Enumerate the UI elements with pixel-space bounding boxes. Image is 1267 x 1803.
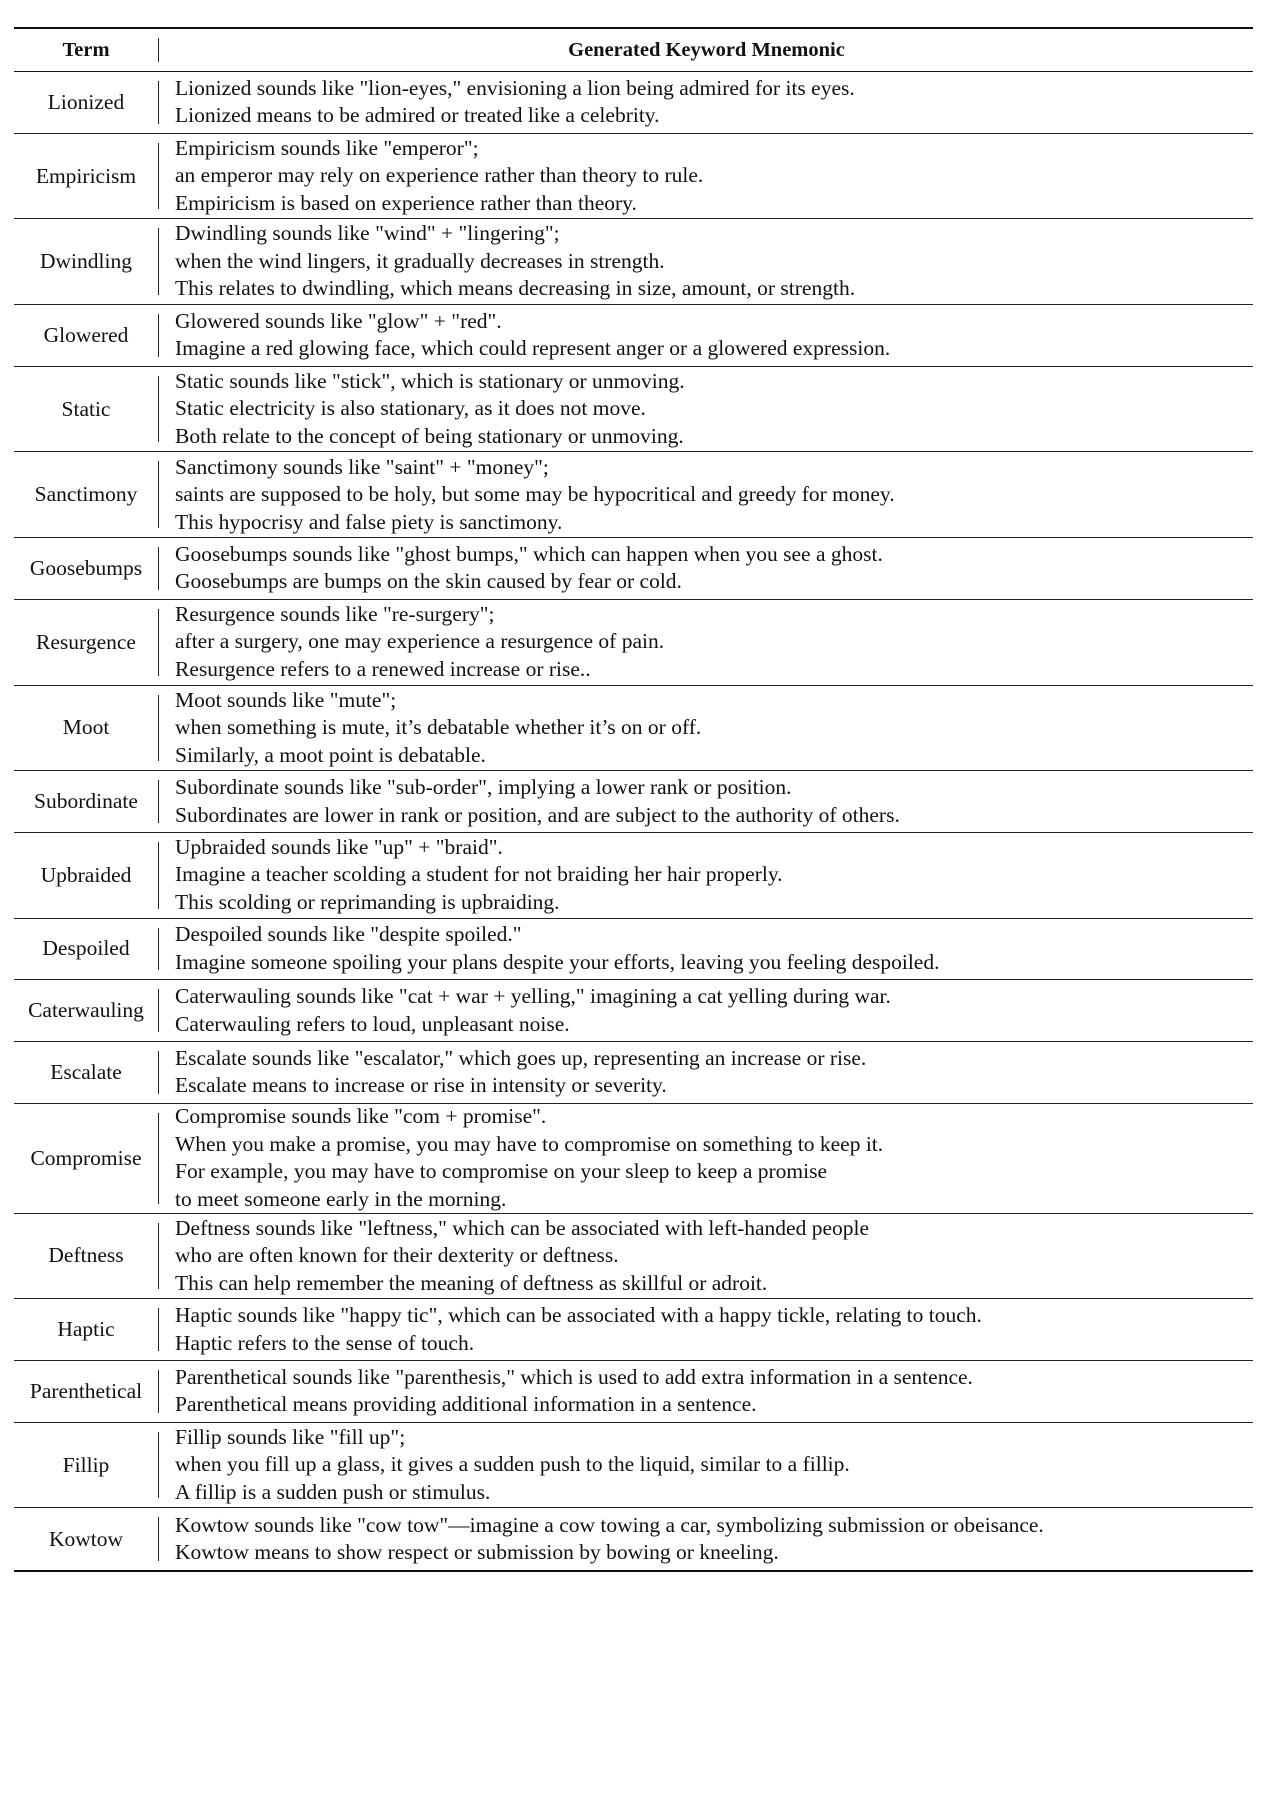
mnemonic-line: to meet someone early in the morning.: [175, 1186, 507, 1211]
column-separator: [158, 367, 160, 452]
mnemonic-line: Empiricism is based on experience rather than theory.: [175, 190, 637, 215]
term-cell: Dwindling: [40, 249, 132, 274]
table-row: [14, 686, 1253, 772]
mnemonic-line: Lionized means to be admired or treated like a celebrity.: [175, 103, 660, 128]
table-row: [14, 219, 1253, 305]
table-row: [14, 1214, 1253, 1300]
table-row: [14, 538, 1253, 600]
mnemonic-line: Imagine a teacher scolding a student for not braiding her hair properly.: [175, 862, 783, 887]
table-row: [14, 1104, 1253, 1214]
column-separator: [158, 1508, 160, 1570]
mnemonic-line: A fillip is a sudden push or stimulus.: [175, 1479, 491, 1504]
column-separator: [158, 1361, 160, 1422]
mnemonic-cell: [160, 600, 1253, 685]
mnemonic-line: Empiricism sounds like "emperor";: [175, 135, 479, 160]
column-separator: [158, 980, 160, 1041]
term-cell: Escalate: [50, 1059, 122, 1084]
table-row: [14, 367, 1253, 453]
table-row: [14, 600, 1253, 686]
table-row: [14, 134, 1253, 220]
mnemonic-line: Parenthetical sounds like "parenthesis," which is used to add extra information in a sentence.: [175, 1364, 973, 1389]
mnemonic-cell: [160, 1508, 1253, 1570]
term-cell: Haptic: [57, 1317, 115, 1342]
column-separator: [158, 452, 160, 537]
table-body: [14, 72, 1253, 1570]
mnemonic-line: Imagine a red glowing face, which could represent anger or a glowered expression.: [175, 336, 891, 361]
column-separator: [158, 1104, 160, 1213]
mnemonic-line: When you make a promise, you may have to compromise on something to keep it.: [175, 1131, 884, 1156]
column-separator: [158, 219, 160, 304]
term-cell: Compromise: [30, 1145, 142, 1170]
table-row: [14, 833, 1253, 919]
mnemonic-cell: [160, 1104, 1253, 1213]
mnemonic-cell: [160, 980, 1253, 1041]
mnemonic-cell: [160, 686, 1253, 771]
mnemonic-line: Subordinate sounds like "sub-order", implying a lower rank or position.: [175, 775, 792, 800]
column-separator: [158, 1299, 160, 1360]
column-separator: [158, 600, 160, 685]
term-cell: Deftness: [48, 1243, 124, 1268]
mnemonic-table: [14, 27, 1253, 1572]
mnemonic-line: Static electricity is also stationary, as it does not move.: [175, 396, 646, 421]
column-separator: [158, 771, 160, 832]
term-column-header: Term: [62, 38, 110, 61]
mnemonic-line: Compromise sounds like "com + promise".: [175, 1104, 547, 1129]
term-cell: Fillip: [62, 1452, 110, 1477]
column-separator: [158, 134, 160, 219]
table-row: [14, 771, 1253, 833]
term-cell: Kowtow: [48, 1526, 124, 1551]
mnemonic-line: an emperor may rely on experience rather than theory to rule.: [175, 163, 704, 188]
term-cell: Empiricism: [35, 163, 137, 188]
mnemonic-cell: [160, 219, 1253, 304]
term-cell: Sanctimony: [34, 482, 138, 507]
mnemonic-line: Resurgence refers to a renewed increase or rise..: [175, 656, 591, 681]
mnemonic-line: Both relate to the concept of being stationary or unmoving.: [175, 423, 684, 448]
table-row: [14, 919, 1253, 981]
mnemonic-line: For example, you may have to compromise on your sleep to keep a promise: [175, 1159, 828, 1184]
mnemonic-line: Subordinates are lower in rank or position, and are subject to the authority of others.: [175, 802, 900, 827]
table-row: [14, 452, 1253, 538]
table-row: [14, 1299, 1253, 1361]
column-separator: [158, 686, 160, 771]
mnemonic-line: when something is mute, it’s debatable whether it’s on or off.: [175, 715, 702, 740]
term-cell: Resurgence: [36, 629, 136, 654]
mnemonic-line: Haptic sounds like "happy tic", which can be associated with a happy tickle, relating to touch.: [175, 1303, 982, 1328]
mnemonic-line: Caterwauling sounds like "cat + war + yelling," imagining a cat yelling during war.: [175, 984, 891, 1009]
table-row: [14, 1508, 1253, 1570]
mnemonic-line: Escalate sounds like "escalator," which goes up, representing an increase or rise.: [175, 1045, 867, 1070]
mnemonic-line: Imagine someone spoiling your plans despite your efforts, leaving you feeling despoiled.: [175, 949, 940, 974]
table-row: [14, 305, 1253, 367]
mnemonic-line: Escalate means to increase or rise in intensity or severity.: [175, 1073, 667, 1098]
mnemonic-line: This scolding or reprimanding is upbraiding.: [175, 889, 560, 914]
mnemonic-line: Haptic refers to the sense of touch.: [175, 1330, 475, 1355]
term-cell: Upbraided: [40, 862, 132, 887]
mnemonic-cell: [160, 72, 1253, 133]
mnemonic-line: Fillip sounds like "fill up";: [175, 1424, 406, 1449]
column-separator: [158, 1423, 160, 1508]
mnemonic-cell: [160, 367, 1253, 452]
mnemonic-cell: [160, 305, 1253, 366]
column-separator: [158, 833, 160, 918]
column-separator: [158, 1042, 160, 1103]
mnemonic-line: Glowered sounds like "glow" + "red".: [175, 308, 502, 333]
mnemonic-line: Dwindling sounds like "wind" + "lingering";: [175, 221, 560, 246]
mnemonic-column-header: Generated Keyword Mnemonic: [568, 38, 845, 61]
mnemonic-line: who are often known for their dexterity or deftness.: [175, 1243, 619, 1268]
mnemonic-cell: [160, 1299, 1253, 1360]
term-cell: Caterwauling: [28, 998, 144, 1023]
mnemonic-line: Despoiled sounds like "despite spoiled.": [175, 922, 522, 947]
term-cell: Static: [61, 396, 111, 421]
mnemonic-cell: [160, 1042, 1253, 1103]
mnemonic-line: Deftness sounds like "leftness," which can be associated with left-handed people: [175, 1215, 870, 1240]
table-row: [14, 980, 1253, 1042]
column-separator: [158, 1214, 160, 1299]
term-cell: Glowered: [43, 322, 129, 347]
table-row: [14, 72, 1253, 134]
mnemonic-line: Upbraided sounds like "up" + "braid".: [175, 834, 503, 859]
mnemonic-line: when you fill up a glass, it gives a sudden push to the liquid, similar to a fillip.: [175, 1452, 850, 1477]
column-separator: [158, 538, 160, 599]
mnemonic-line: This relates to dwindling, which means decreasing in size, amount, or strength.: [175, 276, 856, 301]
mnemonic-cell: [160, 538, 1253, 599]
term-cell: Moot: [62, 715, 110, 740]
table-header: [14, 29, 1253, 72]
mnemonic-line: Resurgence sounds like "re-surgery";: [175, 601, 495, 626]
mnemonic-line: Static sounds like "stick", which is stationary or unmoving.: [175, 368, 685, 393]
mnemonic-cell: [160, 452, 1253, 537]
term-cell: Despoiled: [42, 936, 130, 961]
mnemonic-cell: [160, 919, 1253, 980]
mnemonic-line: saints are supposed to be holy, but some may be hypocritical and greedy for money.: [175, 482, 895, 507]
mnemonic-line: Parenthetical means providing additional information in a sentence.: [175, 1392, 757, 1417]
term-cell: Subordinate: [34, 789, 138, 814]
term-cell: Lionized: [47, 89, 125, 114]
mnemonic-line: This hypocrisy and false piety is sanctimony.: [175, 509, 563, 534]
mnemonic-cell: [160, 1423, 1253, 1508]
mnemonic-cell: [160, 134, 1253, 219]
table-row: [14, 1423, 1253, 1509]
mnemonic-line: Goosebumps sounds like "ghost bumps," which can happen when you see a ghost.: [175, 541, 883, 566]
mnemonic-line: Caterwauling refers to loud, unpleasant noise.: [175, 1011, 570, 1036]
mnemonic-line: Similarly, a moot point is debatable.: [175, 742, 486, 767]
table-row: [14, 1361, 1253, 1423]
column-separator: [158, 305, 160, 366]
mnemonic-cell: [160, 1361, 1253, 1422]
mnemonic-line: Moot sounds like "mute";: [175, 687, 397, 712]
term-cell: Parenthetical: [29, 1378, 143, 1403]
mnemonic-line: when the wind lingers, it gradually decreases in strength.: [175, 248, 665, 273]
mnemonic-cell: [160, 771, 1253, 832]
mnemonic-line: Goosebumps are bumps on the skin caused by fear or cold.: [175, 569, 682, 594]
mnemonic-line: Kowtow means to show respect or submission by bowing or kneeling.: [175, 1540, 779, 1565]
table-row: [14, 1042, 1253, 1104]
term-cell: Goosebumps: [29, 555, 143, 580]
mnemonic-line: Sanctimony sounds like "saint" + "money";: [175, 454, 549, 479]
mnemonic-cell: [160, 1214, 1253, 1299]
column-separator: [158, 29, 160, 71]
mnemonic-cell: [160, 833, 1253, 918]
mnemonic-line: This can help remember the meaning of deftness as skillful or adroit.: [175, 1270, 768, 1295]
column-separator: [158, 919, 160, 980]
column-separator: [158, 72, 160, 133]
mnemonic-line: Lionized sounds like "lion-eyes," envisioning a lion being admired for its eyes.: [175, 75, 855, 100]
mnemonic-line: after a surgery, one may experience a resurgence of pain.: [175, 629, 665, 654]
mnemonic-line: Kowtow sounds like "cow tow"—imagine a cow towing a car, symbolizing submission or obeisance.: [175, 1512, 1044, 1537]
